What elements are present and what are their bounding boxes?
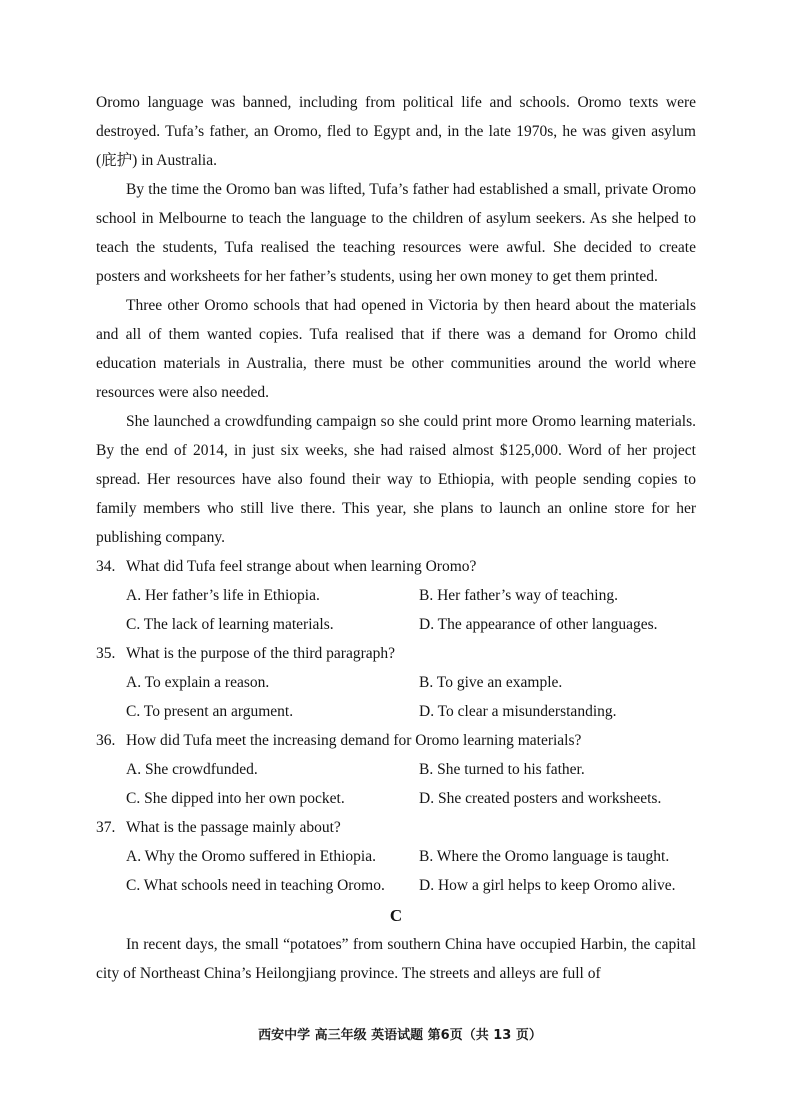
option-d: D. How a girl helps to keep Oromo alive. — [419, 877, 676, 894]
options — [96, 581, 696, 639]
question-text: What did Tufa feel strange about when learning Oromo? — [126, 558, 477, 575]
option-c: C. The lack of learning materials. — [126, 616, 334, 633]
question-text: How did Tufa meet the increasing demand for Oromo learning materials? — [126, 732, 582, 749]
question-list — [96, 552, 696, 900]
option-a: A. She crowdfunded. — [126, 761, 258, 778]
passage-paragraph: Oromo language was banned, including from political life and schools. Oromo texts were destroyed. Tufa’s father, an Oromo, fled to Egypt and, in the late 1970s, he was given asylum (庇护) in Australia. — [96, 94, 696, 169]
option-c: C. What schools need in teaching Oromo. — [126, 877, 385, 894]
option-d: D. She created posters and worksheets. — [419, 790, 662, 807]
option-a: A. Her father’s life in Ethiopia. — [126, 587, 320, 604]
passage-paragraph: She launched a crowdfunding campaign so she could print more Oromo learning materials. By the end of 2014, in just six weeks, she had raised almost $125,000. Word of her project spread. Her resources have also found their way to Ethiopia, with people sending copies to family members who still live there. This year, she plans to launch an online store for her publishing company. — [96, 413, 696, 546]
options — [96, 842, 696, 900]
question-34 — [96, 552, 696, 639]
option-c: C. To present an argument. — [126, 703, 294, 720]
question-number: 37. — [96, 819, 116, 836]
option-b: B. To give an example. — [419, 674, 563, 691]
option-b: B. Where the Oromo language is taught. — [419, 848, 670, 865]
options — [96, 755, 696, 813]
passage-b — [96, 88, 696, 552]
question-35 — [96, 639, 696, 726]
options — [96, 668, 696, 726]
option-d: D. To clear a misunderstanding. — [419, 703, 617, 720]
question-number: 36. — [96, 732, 116, 749]
question-text: What is the purpose of the third paragraph? — [126, 645, 396, 662]
passage-paragraph: By the time the Oromo ban was lifted, Tufa’s father had established a small, private Oromo school in Melbourne to teach the language to the children of asylum seekers. As she helped to teach the students, Tufa realised the teaching resources were awful. She decided to create posters and worksheets for her father’s students, using her own money to get them printed. — [96, 181, 696, 285]
page-content — [96, 88, 696, 988]
option-b: B. She turned to his father. — [419, 761, 585, 778]
question-37 — [96, 813, 696, 900]
question-number: 34. — [96, 558, 116, 575]
passage-paragraph: Three other Oromo schools that had opened in Victoria by then heard about the materials and all of them wanted copies. Tufa realised that if there was a demand for Oromo child education materials in Australia, there must be other communities around the world where resources were also needed. — [96, 297, 696, 401]
option-a: A. To explain a reason. — [126, 674, 270, 691]
option-b: B. Her father’s way of teaching. — [419, 587, 618, 604]
question-36 — [96, 726, 696, 813]
section-c-intro: In recent days, the small “potatoes” from southern China have occupied Harbin, the capital city of Northeast China’s Heilongjiang province. The streets and alleys are full of — [96, 936, 696, 982]
option-c: C. She dipped into her own pocket. — [126, 790, 345, 807]
option-a: A. Why the Oromo suffered in Ethiopia. — [126, 848, 376, 865]
page-footer: 西安中学 高三年级 英语试题 第6页（共 13 页） — [258, 1028, 542, 1043]
option-d: D. The appearance of other languages. — [419, 616, 658, 633]
section-heading: C — [389, 906, 403, 925]
question-number: 35. — [96, 645, 116, 662]
question-text: What is the passage mainly about? — [126, 819, 341, 836]
